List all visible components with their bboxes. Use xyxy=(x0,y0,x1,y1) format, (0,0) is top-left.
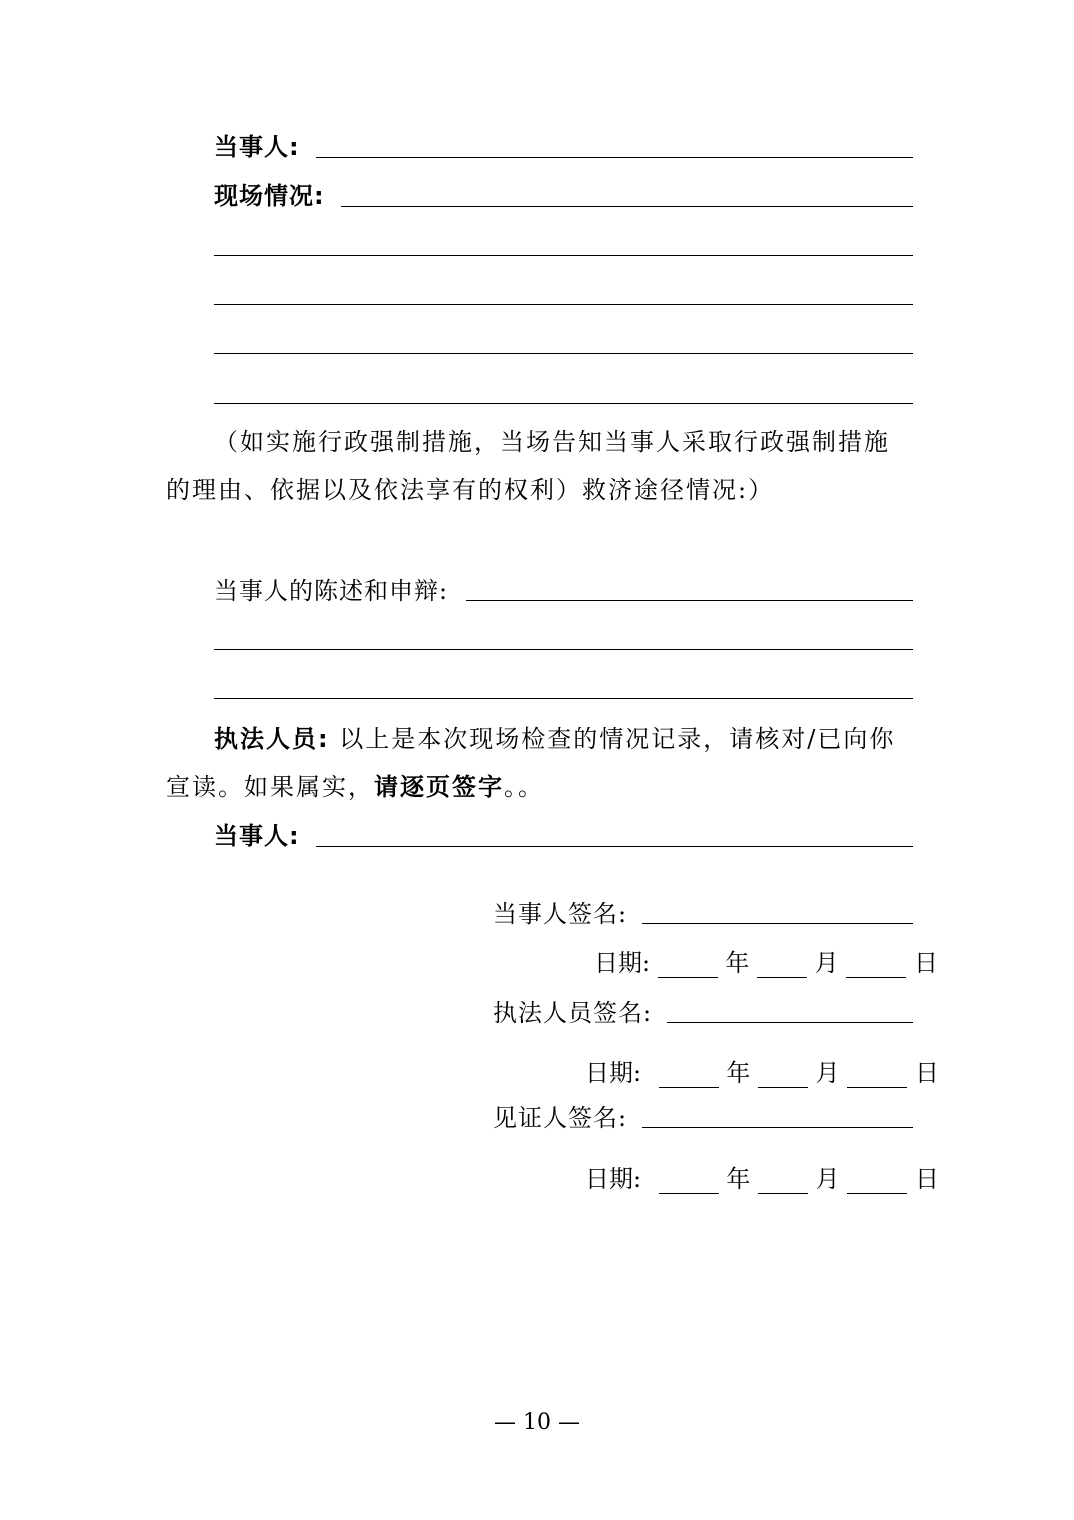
officer-statement xyxy=(166,715,914,811)
scene-field-line-3[interactable] xyxy=(214,304,913,305)
scene-field-line-2[interactable] xyxy=(214,255,913,256)
year-field[interactable] xyxy=(658,951,718,978)
month-label: 月 xyxy=(814,949,839,977)
scene-field-line-1[interactable] xyxy=(341,206,913,207)
month-field[interactable] xyxy=(758,1167,808,1194)
day-label: 日 xyxy=(914,1059,939,1087)
party-field[interactable] xyxy=(316,157,913,158)
witness-sign-field[interactable] xyxy=(642,1127,913,1128)
party-sign-field[interactable] xyxy=(642,923,913,924)
scene-field-line-5[interactable] xyxy=(214,403,913,404)
day-field[interactable] xyxy=(846,951,906,978)
year-field[interactable] xyxy=(659,1061,719,1088)
officer-bold-text: 请逐页签字 xyxy=(374,773,504,801)
date-label: 日期: xyxy=(594,949,651,977)
day-label: 日 xyxy=(913,949,938,977)
party-date-row xyxy=(594,948,938,978)
statement-field-line-3[interactable] xyxy=(214,698,913,699)
statement-label: 当事人的陈述和申辩: xyxy=(214,577,449,605)
scene-label: 现场情况: xyxy=(214,182,325,210)
witness-sign-label: 见证人签名: xyxy=(493,1104,628,1132)
officer-text-1: 以上是本次现场检查的情况记录，请核对/已向你宣读。如果属实， xyxy=(166,725,896,801)
party-field-2[interactable] xyxy=(316,846,913,847)
month-field[interactable] xyxy=(757,951,807,978)
page-number: — 10 — xyxy=(494,1410,580,1435)
coercive-measures-notice: （如实施行政强制措施，当场告知当事人采取行政强制措施的理由、依据以及依法享有的权利）救济途径情况:） xyxy=(166,428,890,504)
statement-field-line-1[interactable] xyxy=(466,600,913,601)
year-label: 年 xyxy=(725,949,750,977)
statement-field-line-2[interactable] xyxy=(214,649,913,650)
officer-label: 执法人员: xyxy=(214,725,330,753)
month-label: 月 xyxy=(815,1165,840,1193)
scene-field-line-4[interactable] xyxy=(214,353,913,354)
year-field[interactable] xyxy=(659,1167,719,1194)
day-field[interactable] xyxy=(847,1061,907,1088)
date-label: 日期: xyxy=(585,1059,642,1087)
party-label: 当事人: xyxy=(214,133,300,161)
party-sign-label: 当事人签名: xyxy=(493,900,628,928)
year-label: 年 xyxy=(726,1059,751,1087)
date-label: 日期: xyxy=(585,1165,642,1193)
officer-date-row xyxy=(585,1058,939,1088)
day-field[interactable] xyxy=(847,1167,907,1194)
year-label: 年 xyxy=(726,1165,751,1193)
month-field[interactable] xyxy=(758,1061,808,1088)
officer-sign-field[interactable] xyxy=(667,1022,913,1023)
officer-text-2: 。。 xyxy=(504,773,544,801)
day-label: 日 xyxy=(914,1165,939,1193)
officer-sign-label: 执法人员签名: xyxy=(493,999,653,1027)
month-label: 月 xyxy=(815,1059,840,1087)
party-label-2: 当事人: xyxy=(214,822,300,850)
witness-date-row xyxy=(585,1164,939,1194)
